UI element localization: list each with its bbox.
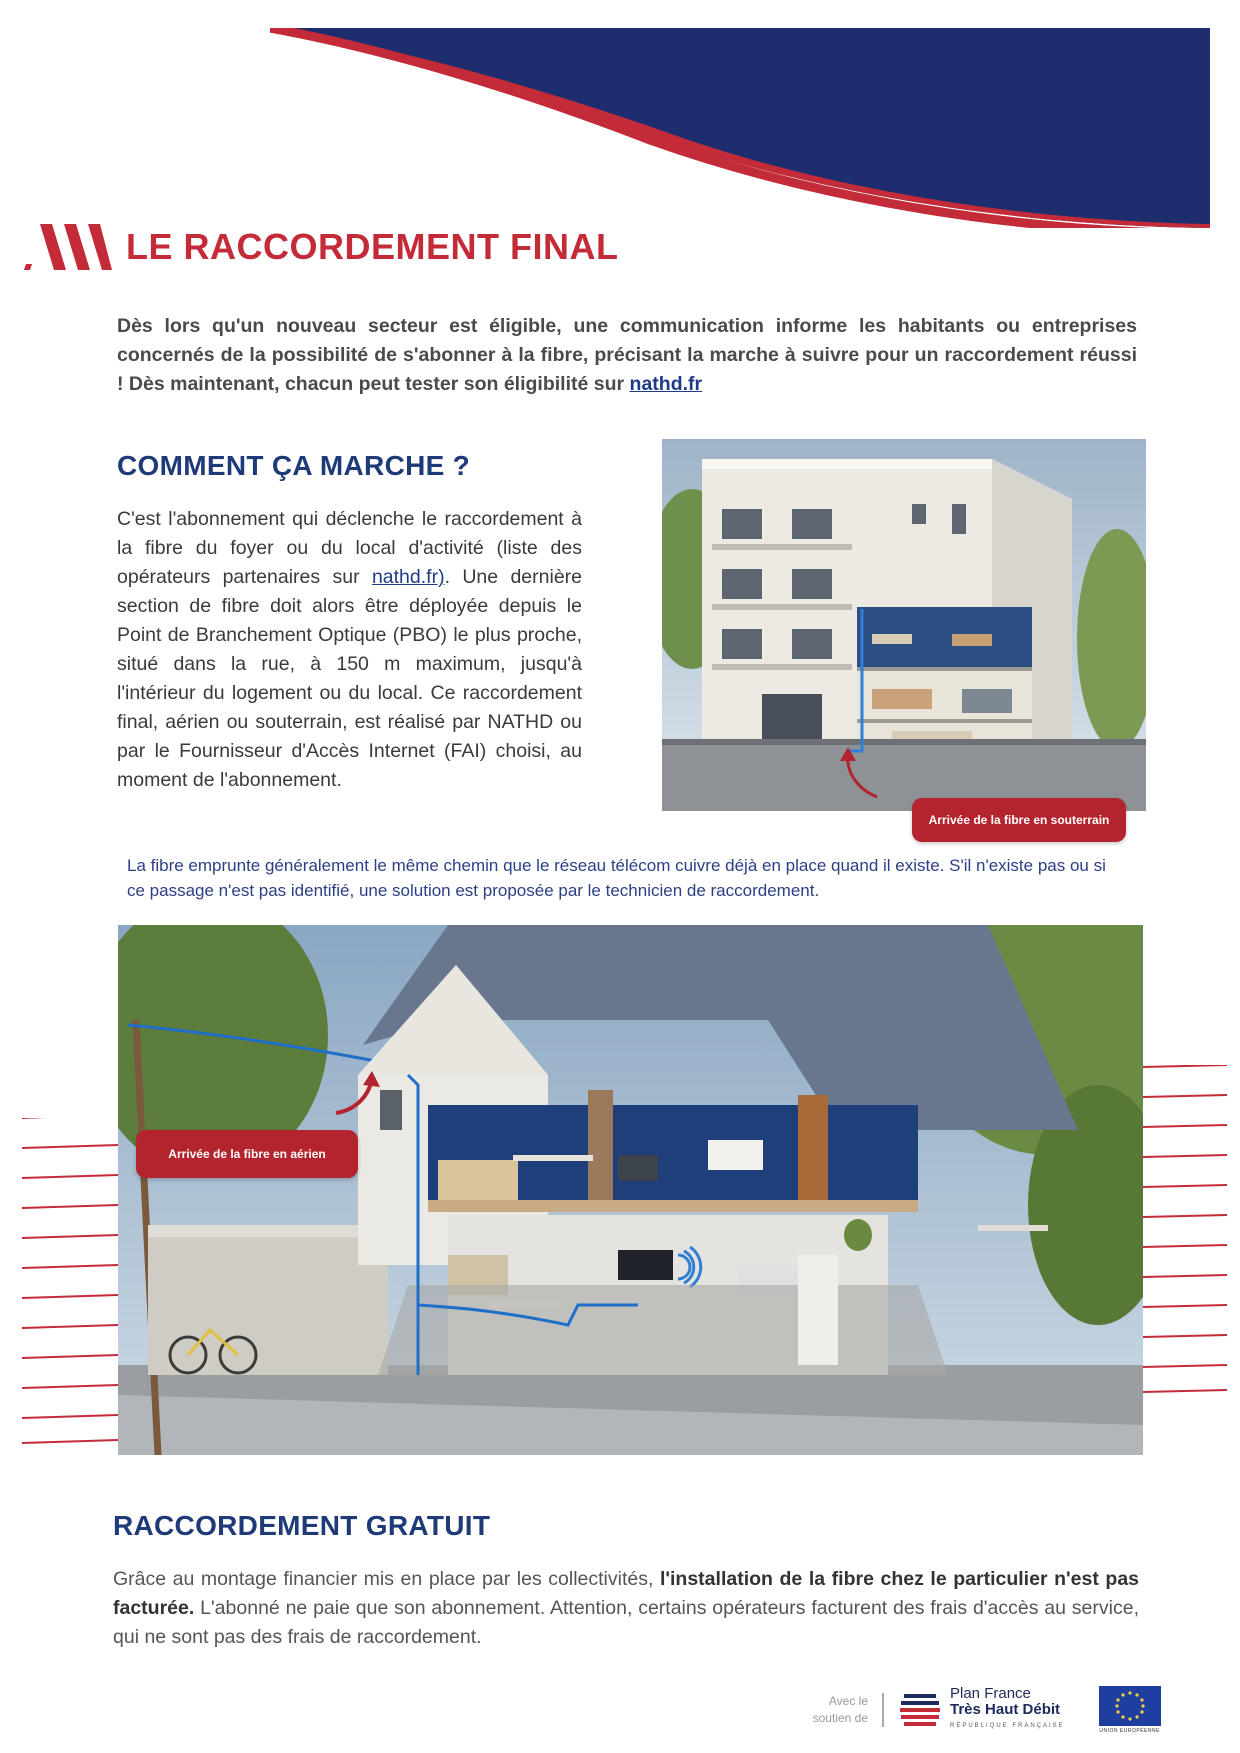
- title-row: [22, 222, 618, 272]
- how-it-works-title: COMMENT ÇA MARCHE ?: [117, 450, 471, 481]
- intro-text: Dès lors qu'un nouveau secteur est éligible, une communication informe les habitants ou entreprises concernés de la possibilité de s'abonner à la fibre, précisant la marche à suivre pour un raccordement réussi ! Dès maintenant, chacun peut tester son éligibilité sur: [117, 315, 1137, 395]
- eligibility-link[interactable]: nathd.fr: [629, 373, 703, 395]
- decorative-lines-left: [22, 1118, 118, 1448]
- how-text-after: . Une dernière section de fibre doit alors être déployée depuis le Point de Branchement Optique (PBO) le plus proche, situé dans la rue, à 150 m maximum, jusqu'à l'intérieur du logement ou du local. Ce raccordement final, aérien ou souterrain, est réalisé par NATHD ou par le Fournisseur d'Accès Internet (FAI) choisi, au moment de l'abonnement.: [117, 566, 583, 791]
- free-connection-text: [113, 1565, 1139, 1652]
- apartment-building-illustration: [662, 439, 1146, 811]
- house-illustration: [118, 925, 1143, 1455]
- plan-line2: Très Haut Débit: [950, 1701, 1061, 1718]
- how-it-works-text: [117, 505, 582, 795]
- free-connection-title: RACCORDEMENT GRATUIT: [113, 1510, 491, 1541]
- free-text-start: Grâce au montage financier mis en place par les collectivités,: [113, 1568, 660, 1590]
- aerial-arrival-label: Arrivée de la fibre en aérien: [136, 1130, 358, 1178]
- plan-line1: Plan France: [950, 1685, 1031, 1702]
- slashes-icon: [22, 224, 112, 270]
- plan-france-logo: [898, 1686, 1065, 1734]
- copper-path-note: La fibre emprunte généralement le même chemin que le réseau télécom cuivre déjà en place quand il existe. S'il n'existe pas ou si ce passage n'est pas identifié, une solution est proposée par le technicien de raccordement.: [127, 856, 1106, 900]
- decorative-lines-right: [1143, 1065, 1227, 1395]
- how-text-before: C'est l'abonnement qui déclenche le raccordement à la fibre du foyer ou du local d'activité (liste des opérateurs partenaires sur: [117, 508, 582, 588]
- free-text-end: L'abonné ne paie que son abonnement. Attention, certains opérateurs facturent des frais d'accès au service, qui ne sont pas des frais de raccordement.: [113, 1597, 1139, 1648]
- footer-logos: [790, 1680, 1161, 1740]
- intro-paragraph: [117, 312, 1137, 399]
- eu-flag-icon: [1099, 1686, 1161, 1726]
- header-banner: [270, 28, 1210, 228]
- plan-line3: RÉPUBLIQUE FRANÇAISE: [950, 1723, 1065, 1729]
- eu-logo: [1099, 1686, 1161, 1734]
- eu-label: UNION EUROPÉENNE: [1099, 1728, 1160, 1734]
- free-text-bold: l'installation de la fibre chez le particulier n'est pas facturée.: [113, 1568, 1140, 1619]
- partners-link[interactable]: nathd.fr): [371, 566, 445, 588]
- support-text: Avec le soutien de: [812, 1694, 868, 1725]
- plan-france-icon: [898, 1688, 942, 1732]
- page-title: LE RACCORDEMENT FINAL: [126, 226, 619, 267]
- underground-arrival-label: Arrivée de la fibre en souterrain: [912, 798, 1126, 842]
- footer-separator: [882, 1693, 884, 1727]
